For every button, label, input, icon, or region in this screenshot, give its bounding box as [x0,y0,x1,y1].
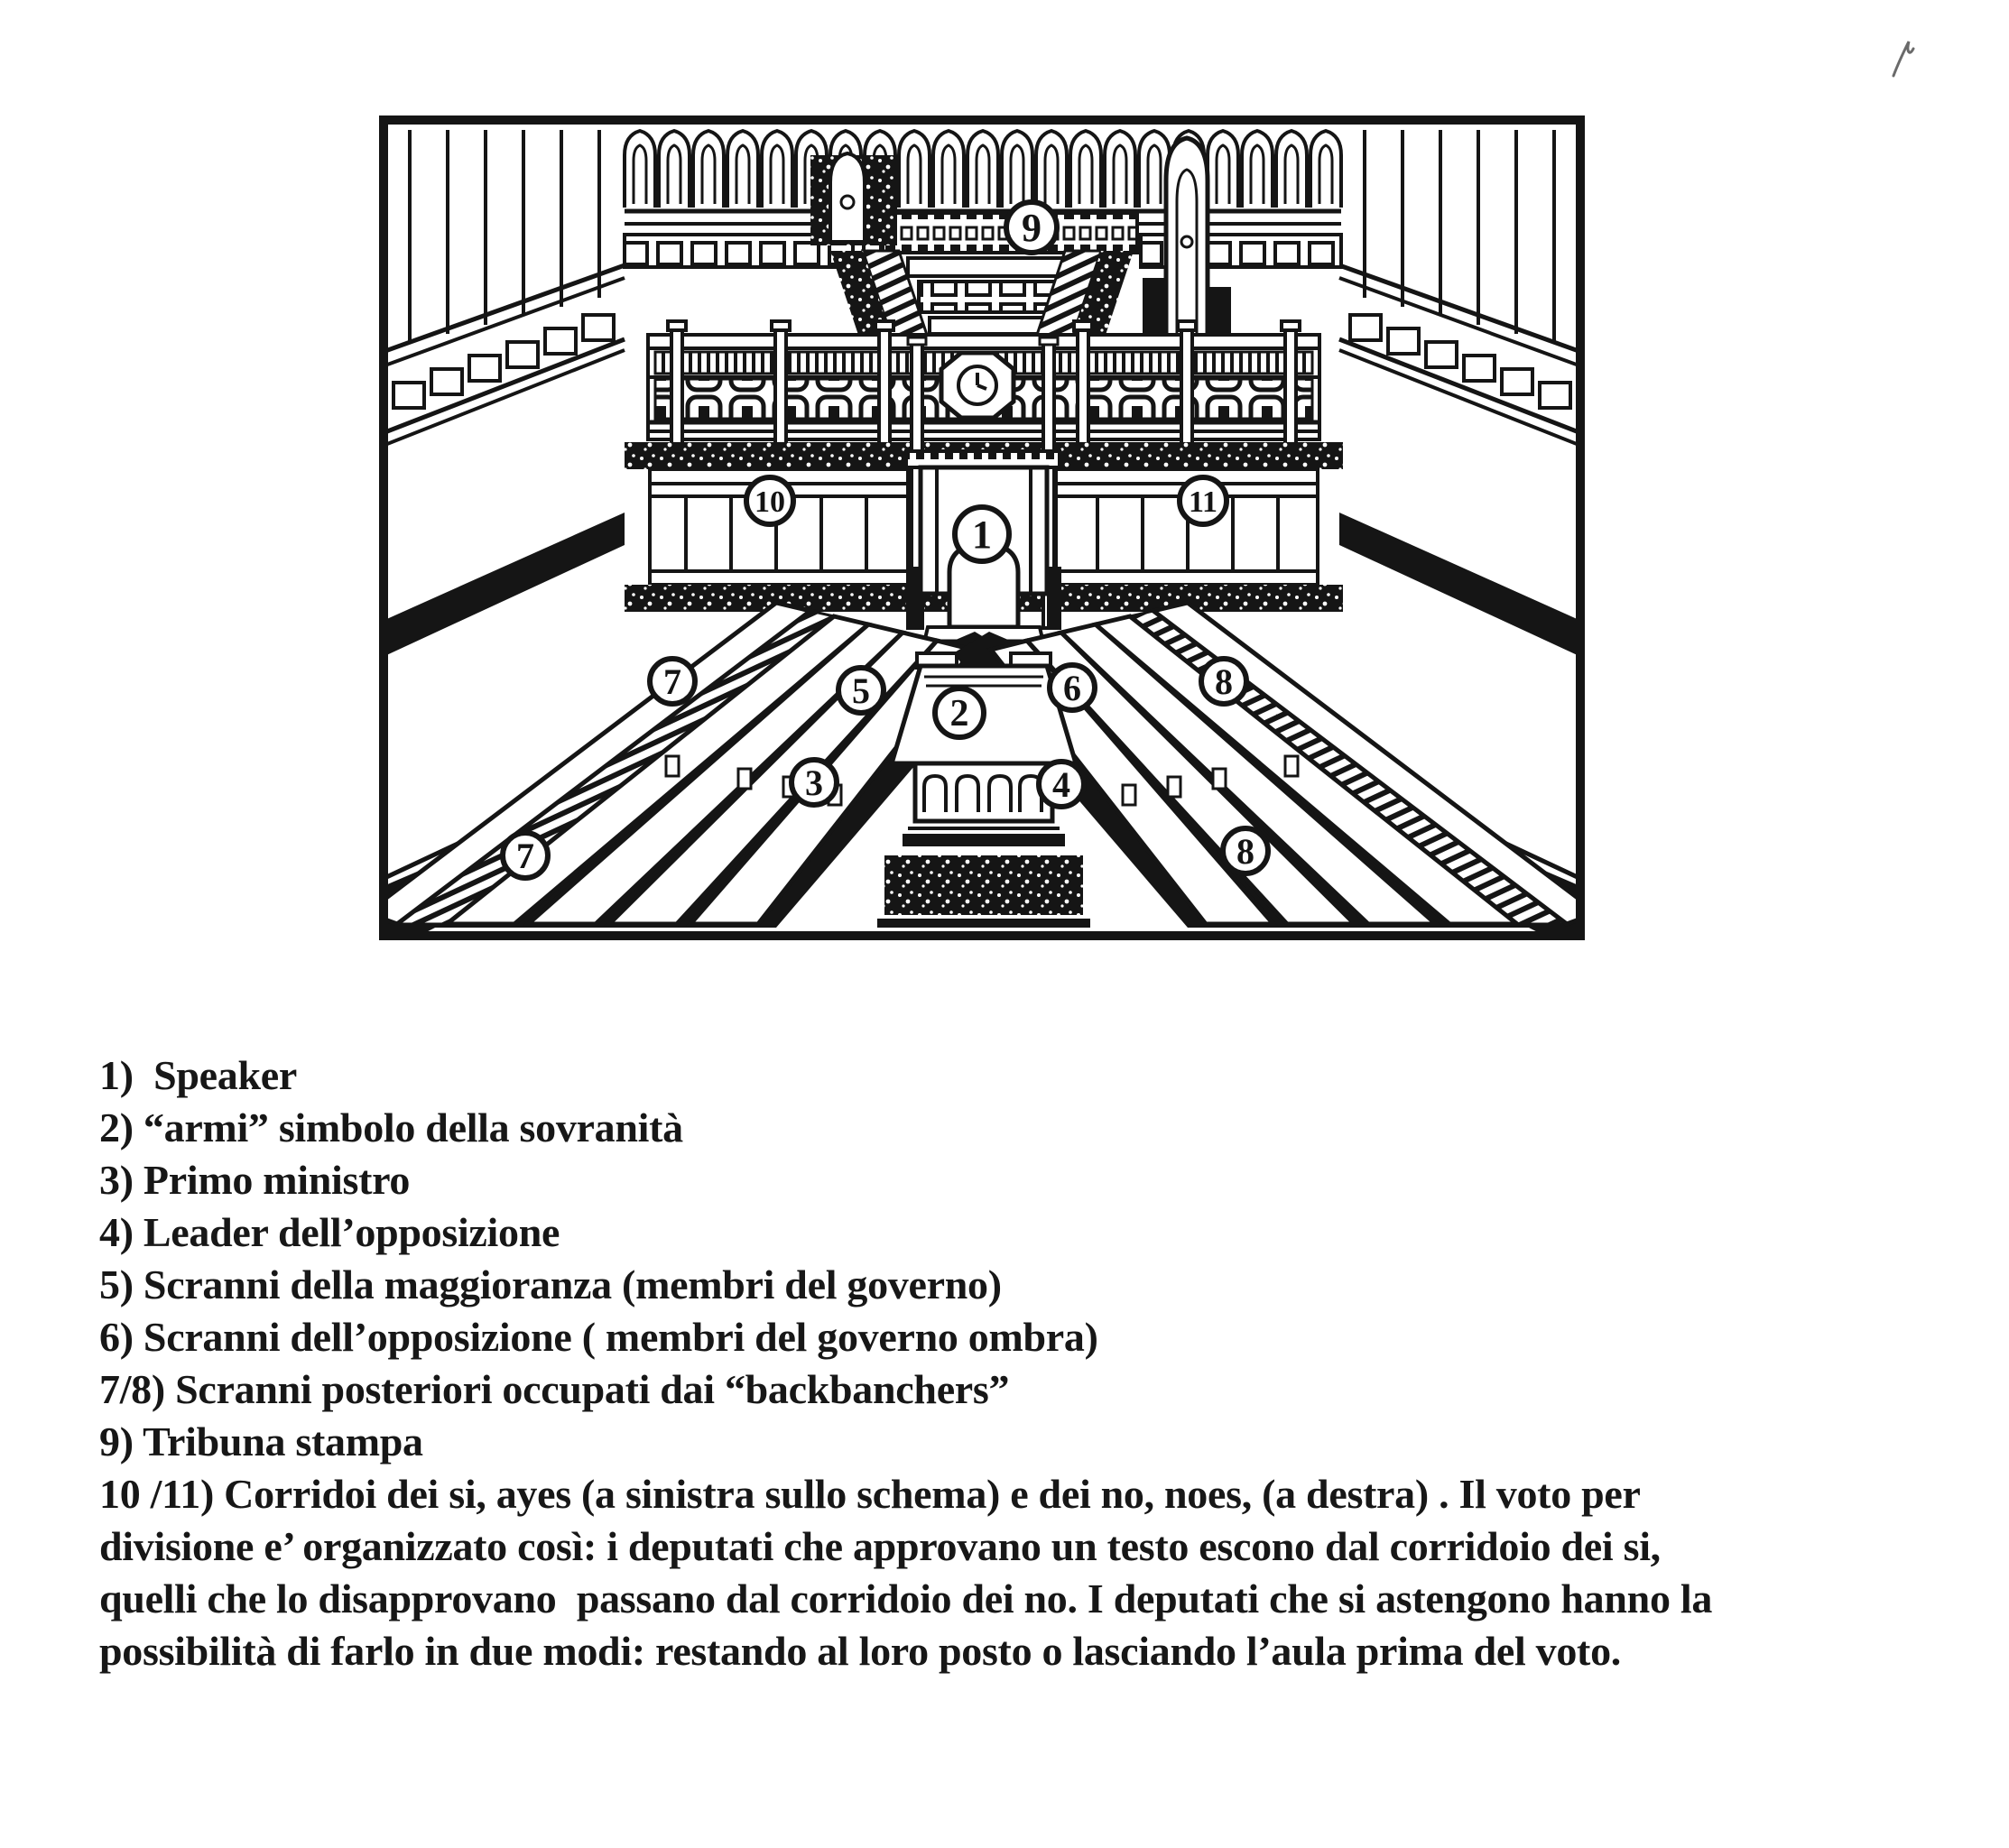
callout-4 [1039,762,1084,807]
pen-mark [1884,36,1924,83]
svg-text:1: 1 [972,513,992,557]
svg-text:2: 2 [949,693,969,735]
svg-text:6: 6 [1063,668,1081,708]
svg-text:7: 7 [516,836,534,876]
callout-9 [1006,202,1057,253]
legend-item: divisione e’ organizzato così: i deputati che approvano un testo escono dal corridoio dei si, [99,1523,1661,1569]
legend [99,1049,1940,1677]
clock-icon [941,353,1014,418]
svg-text:5: 5 [852,670,870,711]
svg-text:3: 3 [805,762,823,803]
callout-8-lower [1223,828,1268,873]
svg-text:7: 7 [663,661,681,702]
callout-6 [1050,665,1095,710]
legend-item: 2) “armi” simbolo della sovranità [99,1104,683,1150]
svg-text:8: 8 [1215,661,1233,702]
legend-item: 5) Scranni della maggioranza (membri del governo) [99,1261,1002,1307]
legend-item: 4) Leader dell’opposizione [99,1209,560,1255]
callout-11 [1180,477,1227,524]
svg-text:8: 8 [1236,831,1254,872]
legend-item: quelli che lo disapprovano passano dal corridoio dei no. I deputati che si astengono hanno la [99,1575,1713,1622]
left-pinnacle [810,153,897,245]
floor-mat [884,855,1083,915]
callout-7-upper [650,659,695,704]
legend-item: 3) Primo ministro [99,1157,411,1203]
callout-2 [935,688,984,737]
svg-text:4: 4 [1052,764,1070,805]
svg-text:9: 9 [1022,206,1042,250]
svg-text:10: 10 [755,485,785,519]
callout-5 [838,668,884,713]
callout-10 [746,477,793,524]
legend-item: 6) Scranni dell’opposizione ( membri del governo ombra) [99,1314,1098,1360]
legend-item: possibilità di farlo in due modi: restando al loro posto o lasciando l’aula prima del voto. [99,1628,1621,1674]
legend-item: 9) Tribuna stampa [99,1418,423,1465]
legend-item: 10 /11) Corridoi dei si, ayes (a sinistra sullo schema) e dei no, noes, (a destra) . Il voto per [99,1471,1641,1517]
legend-item: 7/8) Scranni posteriori occupati dai “backbanchers” [99,1366,1010,1412]
callout-3 [792,760,837,805]
chamber-drawing [379,116,1585,940]
svg-text:11: 11 [1188,485,1218,519]
callout-7-lower [503,833,548,878]
gallery-balustrade [625,321,1343,469]
commons-chamber-figure [379,116,1585,940]
callout-1 [955,507,1009,561]
callout-8-upper [1201,659,1246,704]
legend-item: 1) Speaker [99,1052,298,1098]
